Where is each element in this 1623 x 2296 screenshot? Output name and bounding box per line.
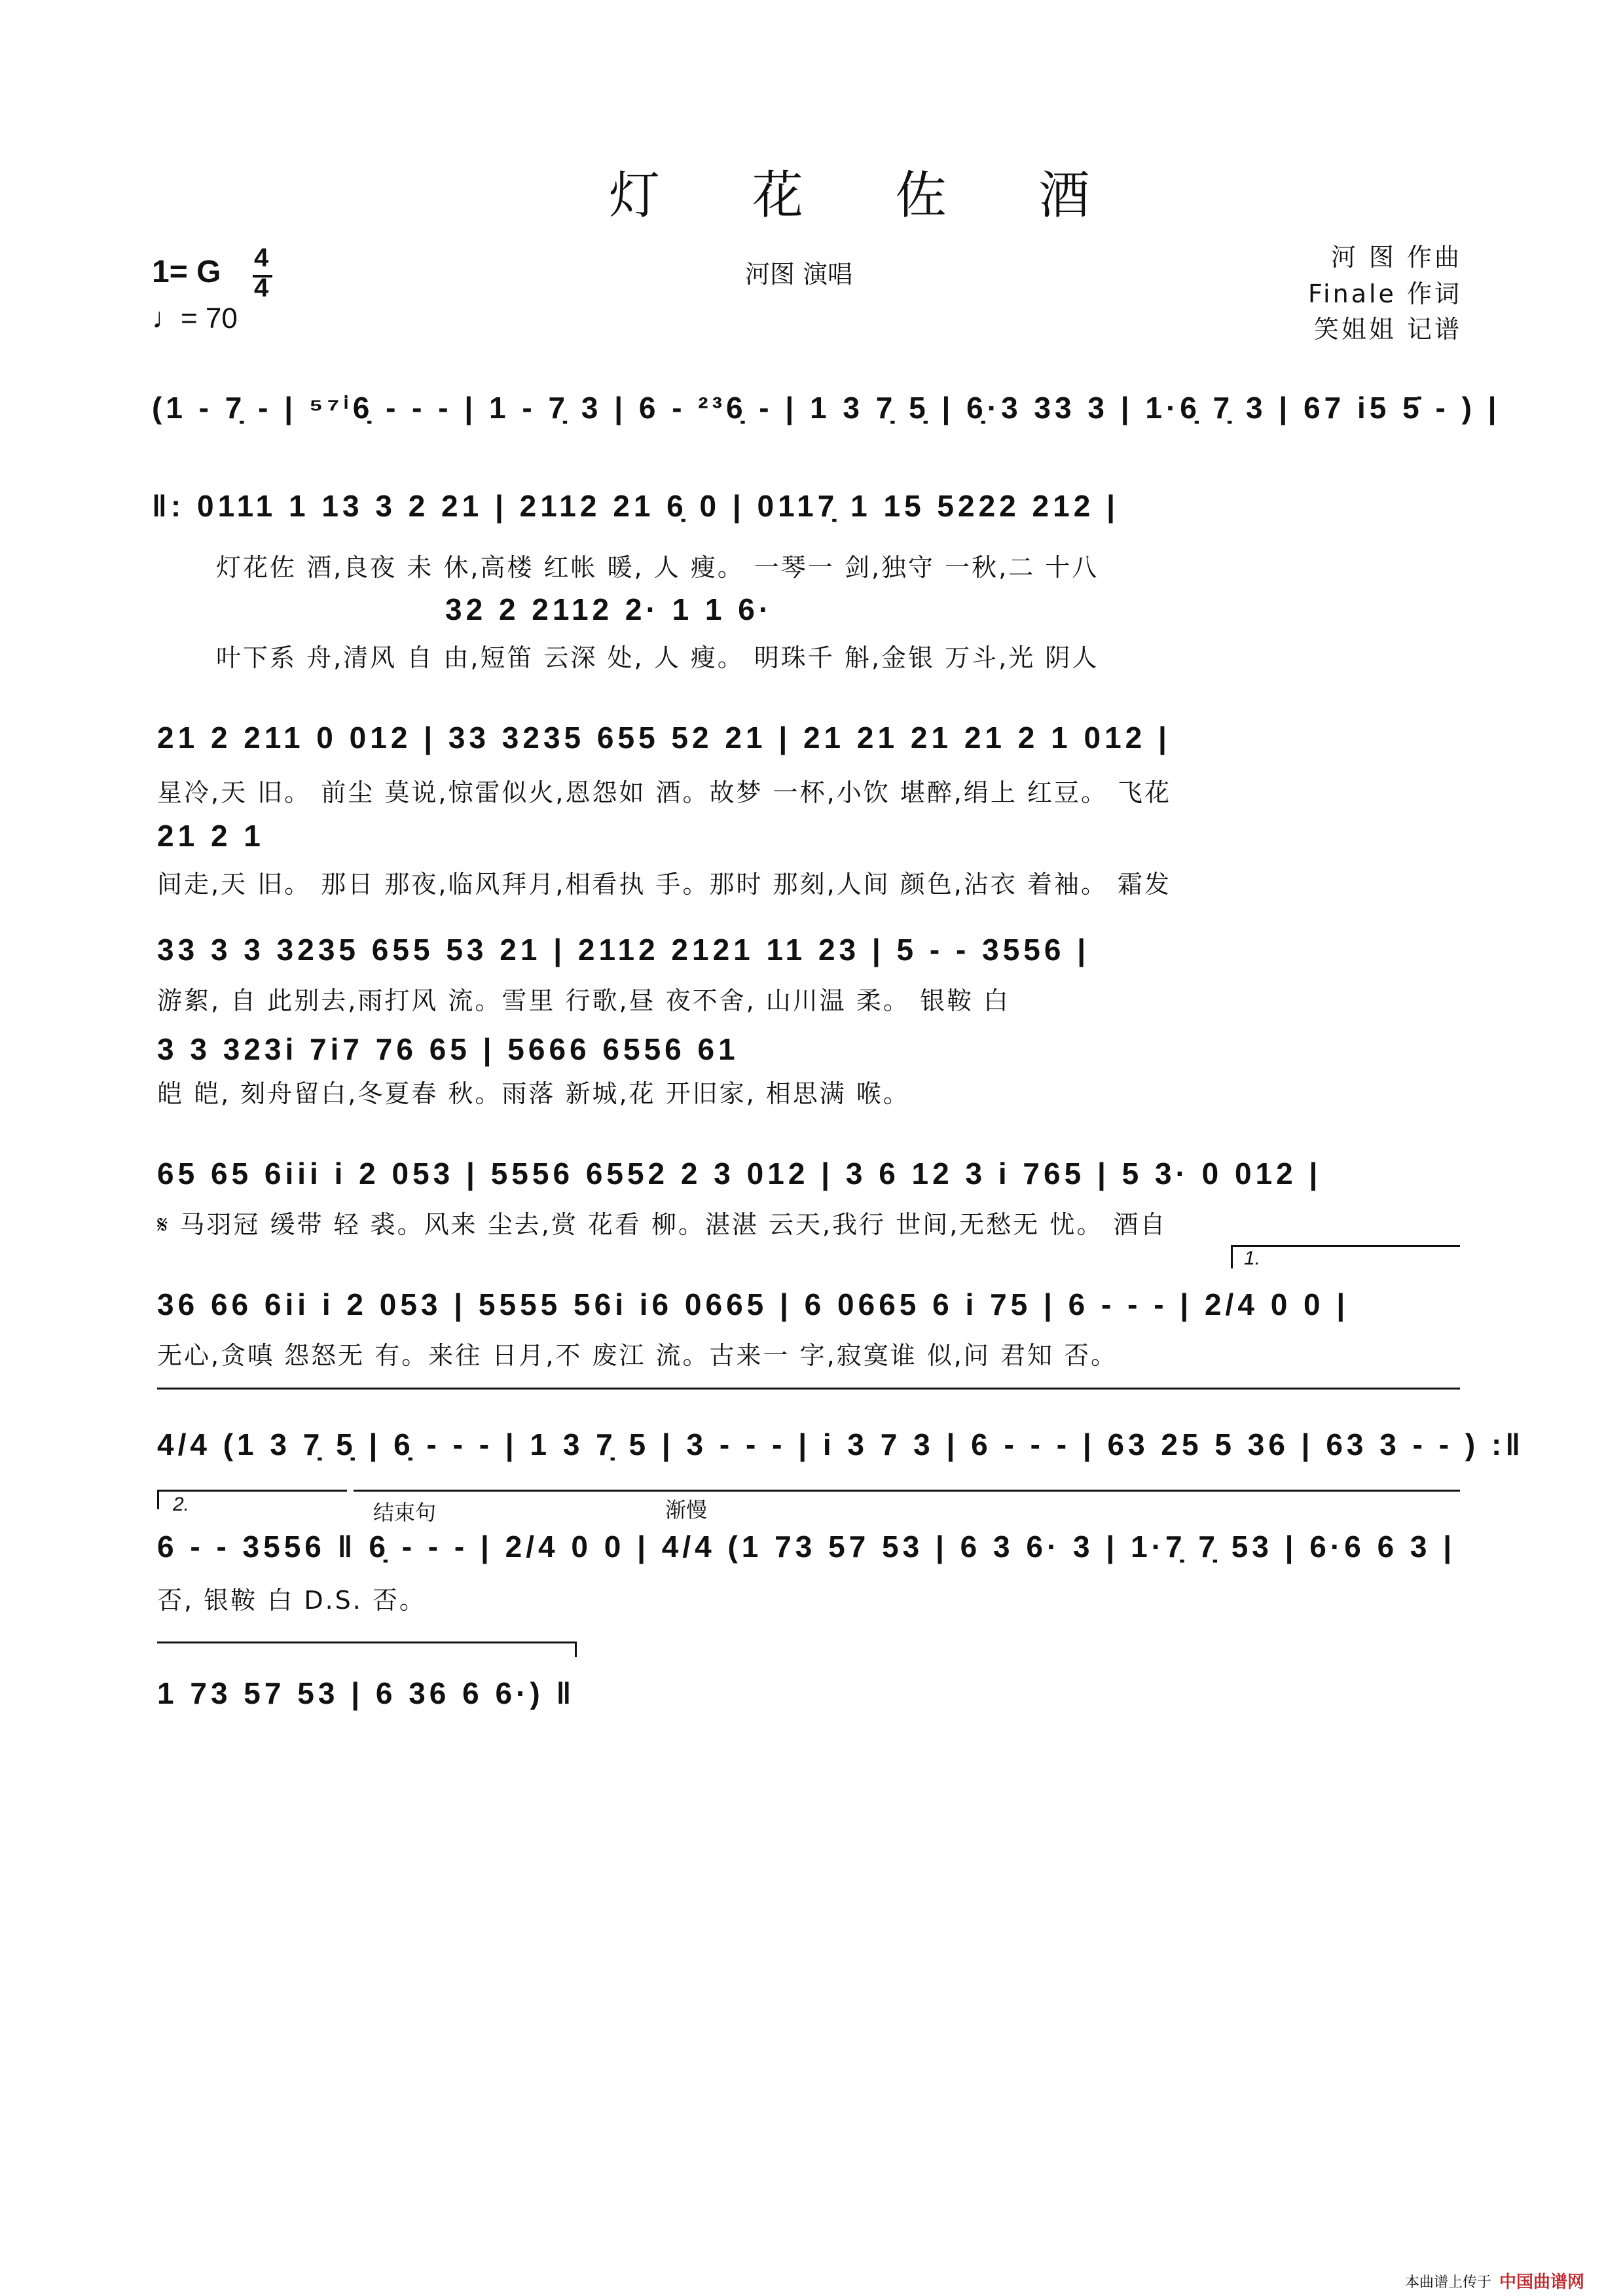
slowing-label: 渐慢: [665, 1498, 708, 1522]
volta-1-label: 1.: [1244, 1247, 1261, 1269]
notes-line-10: 1 73 57 53 | 6 36 6 6·) ‖: [157, 1676, 575, 1710]
volta-1-bracket-side: [1231, 1245, 1233, 1268]
notes-line-5: 33 3 3 3235 655 53 21 | 2112 2121 11 23 | 5 - - 3556 |: [157, 933, 1090, 967]
repeat-bracket-top: [157, 1388, 1460, 1390]
song-title: 灯 花 佐 酒: [609, 166, 1128, 225]
key-signature: 1= G: [152, 255, 221, 289]
lyrics-line-2a: 灯花佐 酒,良夜 未 休,高楼 红帐 暖, 人 瘦。 一琴一 剑,独守 一秋,二 十八: [216, 553, 1099, 582]
footer-text: 本曲谱上传于: [1405, 2274, 1492, 2291]
notes-line-6: 65 65 6iii i 2 053 | 5556 6552 2 3 012 | 3 6 12 3 i 765 | 5 3· 0 012 |: [157, 1157, 1322, 1191]
composer-credit: 河 图 作曲: [1330, 243, 1462, 272]
time-signature-bottom: 4: [254, 274, 269, 302]
lyrics-line-9: 否, 银鞍 白 D.S. 否。: [157, 1586, 426, 1615]
volta-2-bracket-side: [157, 1490, 159, 1509]
time-signature-top: 4: [254, 243, 269, 272]
ending-bracket-top: [354, 1490, 1460, 1492]
lyrics-line-2b: 叶下系 舟,清风 自 由,短笛 云深 处, 人 瘦。 明珠千 斛,金银 万斗,光 阴人: [216, 643, 1099, 672]
singer-credit: 河图 演唱: [745, 260, 853, 289]
volta-2-label: 2.: [173, 1494, 190, 1515]
footer-logo[interactable]: 中国曲谱网: [1499, 2272, 1585, 2292]
alt-notes-line-2: 32 2 2112 2· 1 1 6·: [445, 592, 773, 626]
volta-1-bracket-top: [1231, 1245, 1460, 1247]
final-bracket-top: [157, 1641, 576, 1643]
notes-line-7: 36 66 6ii i 2 053 | 5555 56i i6 0665 | 6 0665 6 i 75 | 6 - - - | 2/4 0 0 |: [157, 1287, 1349, 1321]
alt-notes-line-5: 3 3 323i 7i7 76 65 | 5666 6556 61: [157, 1032, 739, 1066]
lyrics-line-5b: 皑 皑, 刻舟留白,冬夏春 秋。雨落 新城,花 开旧家, 相思满 喉。: [157, 1079, 910, 1108]
notes-line-1: (1 - 7̣ - | ⁵⁷ⁱ6̣ - - - | 1 - 7̣ 3 | 6 - ²³6̣ - | 1 3 7̣ 5̣ | 6̣·3 33 3 | 1·6̣ 7̣ 3 | 67 i5 5̇ - ) |: [152, 391, 1501, 425]
lyrics-line-4: 间走,天 旧。 那日 那夜,临风拜月,相看执 手。那时 那刻,人间 颜色,沾衣 着袖。 霜发: [157, 870, 1172, 899]
notes-line-3: 21 2 211 0 012 | 33 3235 655 52 21 | 21 21 21 21 2 1 012 |: [157, 721, 1171, 755]
notes-line-8: 4/4 (1 3 7̣ 5̣ | 6̣ - - - | 1 3 7̣ 5 | 3 - - - | i 3 7 3 | 6 - - - | 63 25 5 36 | 63 3 - - ) :‖: [157, 1427, 1525, 1462]
lyrics-line-3: 星冷,天 旧。 前尘 莫说,惊雷似火,恩怨如 酒。故梦 一杯,小饮 堪醉,绢上 红豆。 飞花: [157, 778, 1172, 807]
notes-line-2: ‖: 0111 1 13 3 2 21 | 2112 21 6̣ 0 | 0117̣ 1 15 5222 212 |: [152, 489, 1119, 523]
final-bracket-side: [575, 1641, 577, 1657]
lyricist-credit: Finale 作词: [1307, 279, 1462, 308]
volta-2-bracket-top: [157, 1490, 347, 1492]
notes-line-9: 6 - - 3556 ‖ 6̣ - - - | 2/4 0 0 | 4/4 (1 73 57 53 | 6 3 6· 3 | 1·7̣ 7̣ 53 | 6·6 6 3 |: [157, 1530, 1456, 1564]
lyrics-line-6: 𝄋 马羽冠 缓带 轻 裘。风来 尘去,赏 花看 柳。湛湛 云天,我行 世间,无愁无 忧。 酒自: [157, 1210, 1167, 1239]
lyrics-line-7: 无心,贪嗔 怨怒无 有。来往 日月,不 废江 流。古来一 字,寂寞谁 似,问 君知 否。: [157, 1341, 1118, 1370]
transcriber-credit: 笑姐姐 记谱: [1313, 315, 1462, 344]
ending-label: 结束句: [373, 1500, 437, 1525]
notes-line-4: 21 2 1: [157, 819, 264, 853]
tempo-marking: ♩= 70: [152, 302, 238, 334]
lyrics-line-5a: 游絮, 自 此别去,雨打风 流。雪里 行歌,昼 夜不舍, 山川温 柔。 银鞍 白: [157, 986, 1011, 1015]
